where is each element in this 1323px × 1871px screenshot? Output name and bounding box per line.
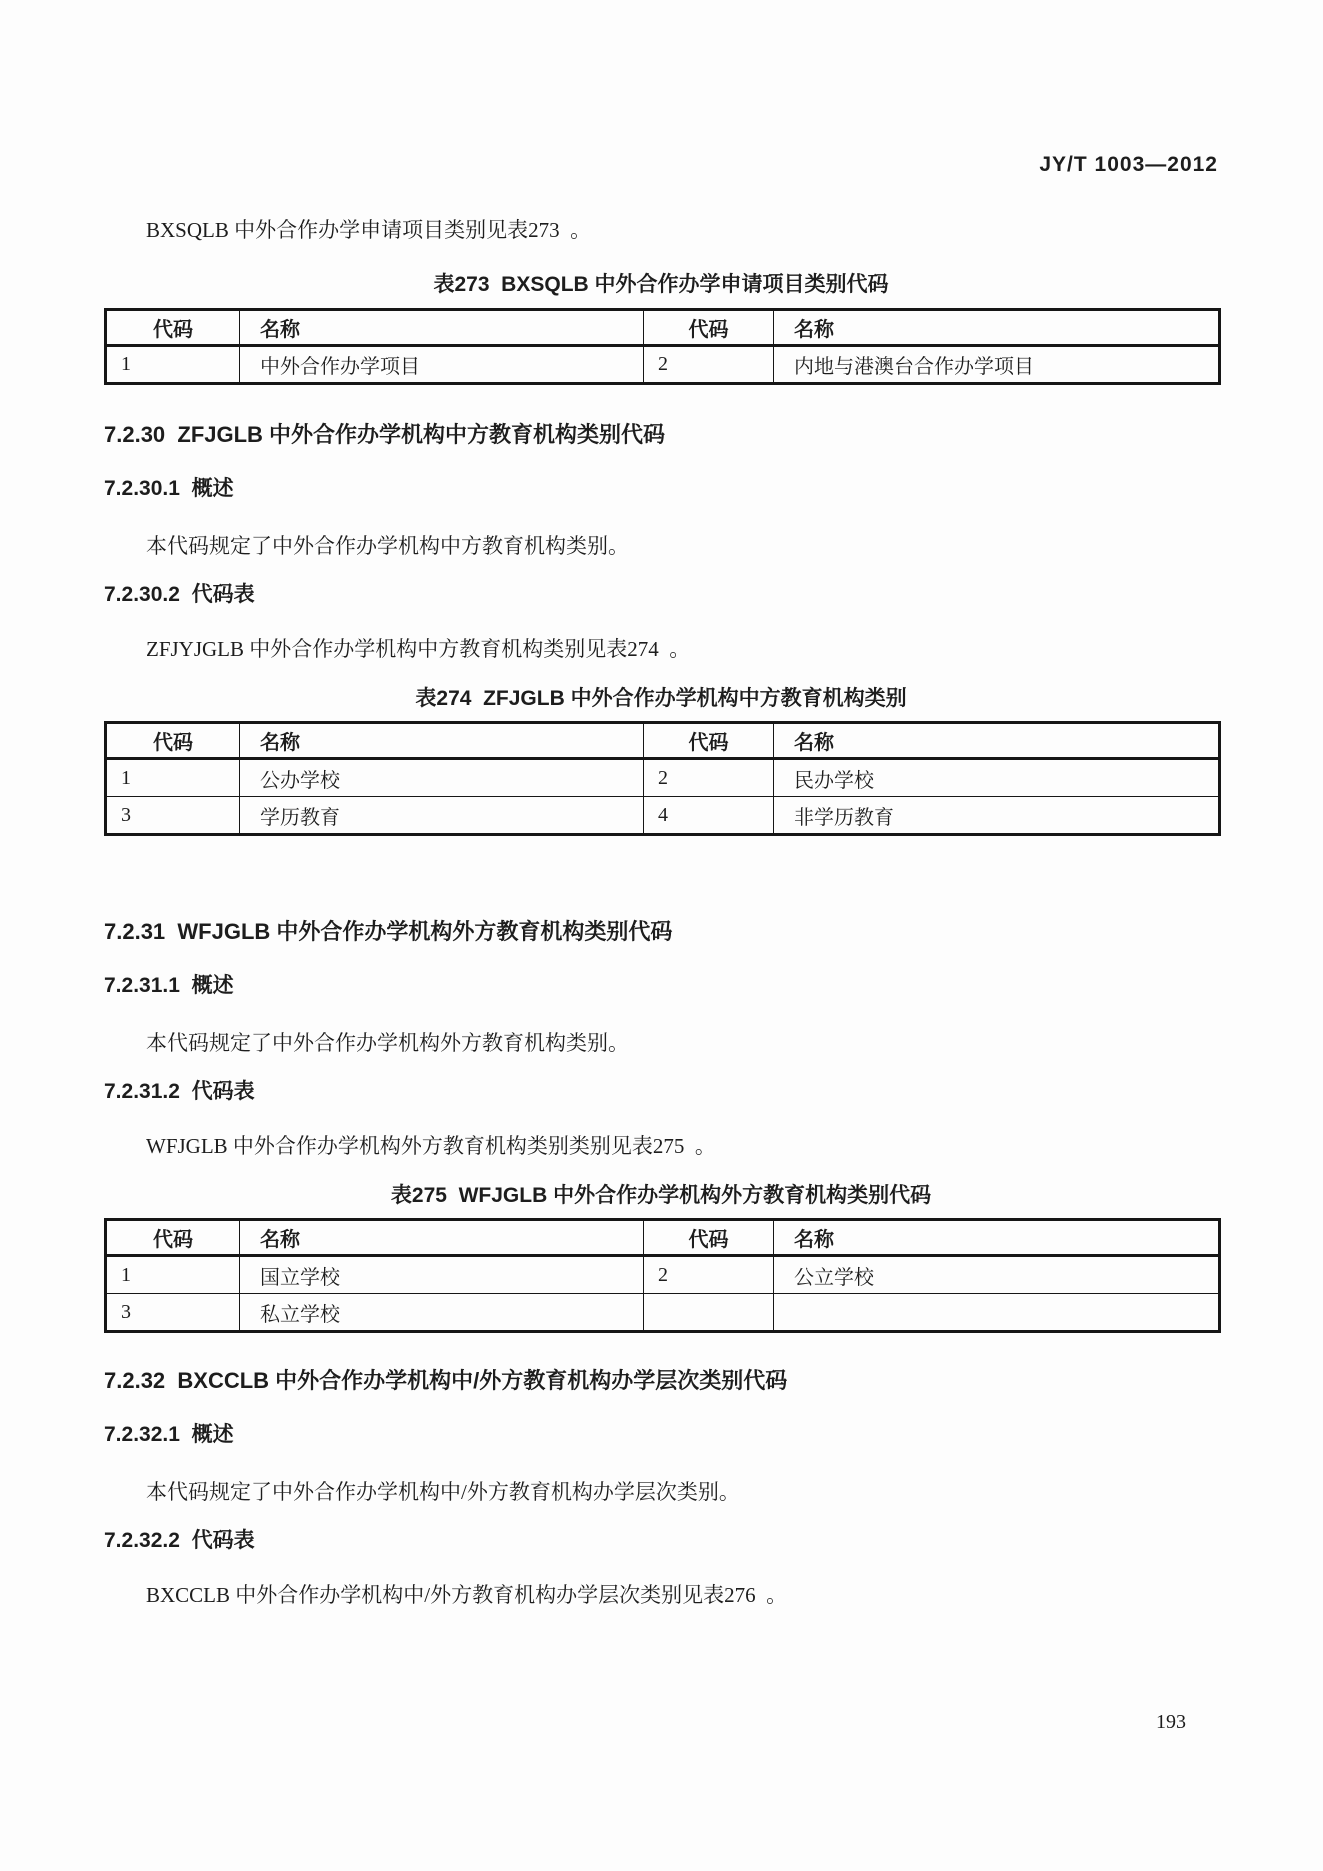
- table-row: [106, 759, 1220, 797]
- section-heading-7-2-32-2: 7.2.32.2 代码表: [104, 1529, 255, 1552]
- table-row: [106, 346, 1220, 384]
- paragraph-overview-7-2-31: 本代码规定了中外合作办学机构外方教育机构类别。: [146, 1031, 629, 1055]
- section-heading-7-2-30-2: 7.2.30.2 代码表: [104, 583, 255, 606]
- column-header-name: 名称: [240, 310, 644, 346]
- table-row: [106, 797, 1220, 835]
- column-header-name: 名称: [774, 310, 1220, 346]
- column-header-code: 代码: [106, 723, 240, 759]
- table-cell-code: 2: [644, 1256, 774, 1294]
- table-header-row: [106, 1220, 1220, 1256]
- table-cell-code: 1: [106, 346, 240, 384]
- table-row: [106, 1294, 1220, 1332]
- table274-title: 表274 ZFJGLB 中外合作办学机构中方教育机构类别: [415, 687, 907, 710]
- table-cell-name: 内地与港澳台合作办学项目: [774, 346, 1220, 384]
- table-cell-code: [644, 1294, 774, 1332]
- table273-title: 表273 BXSQLB 中外合作办学申请项目类别代码: [433, 273, 889, 296]
- paragraph-overview-7-2-32: 本代码规定了中外合作办学机构中/外方教育机构办学层次类别。: [146, 1480, 740, 1504]
- table-cell-code: 4: [644, 797, 774, 835]
- table-cell-name: 私立学校: [240, 1294, 644, 1332]
- table-cell-code: 1: [106, 1256, 240, 1294]
- section-heading-7-2-32: 7.2.32 BXCCLB 中外合作办学机构中/外方教育机构办学层次类别代码: [104, 1368, 788, 1393]
- code-table-274: [104, 721, 1221, 836]
- table-cell-code: 3: [106, 1294, 240, 1332]
- paragraph-ref-table276: BXCCLB 中外合作办学机构中/外方教育机构办学层次类别见表276 。: [146, 1583, 788, 1607]
- column-header-code: 代码: [644, 723, 774, 759]
- table-cell-name: [774, 1294, 1220, 1332]
- table-cell-code: 2: [644, 346, 774, 384]
- column-header-code: 代码: [644, 310, 774, 346]
- paragraph-intro-table273: BXSQLB 中外合作办学申请项目类别见表273 。: [146, 218, 592, 242]
- paragraph-ref-table275: WFJGLB 中外合作办学机构外方教育机构类别类别见表275 。: [146, 1134, 716, 1158]
- section-heading-7-2-31-1: 7.2.31.1 概述: [104, 974, 234, 997]
- column-header-name: 名称: [774, 1220, 1220, 1256]
- table-cell-name: 中外合作办学项目: [240, 346, 644, 384]
- table-cell-name: 公立学校: [774, 1256, 1220, 1294]
- table-cell-name: 非学历教育: [774, 797, 1220, 835]
- column-header-name: 名称: [774, 723, 1220, 759]
- column-header-code: 代码: [644, 1220, 774, 1256]
- code-table-275: [104, 1218, 1221, 1333]
- column-header-code: 代码: [106, 310, 240, 346]
- section-heading-7-2-30-1: 7.2.30.1 概述: [104, 477, 234, 500]
- page-number: 193: [1156, 1711, 1186, 1733]
- paragraph-overview-7-2-30: 本代码规定了中外合作办学机构中方教育机构类别。: [146, 534, 629, 558]
- section-heading-7-2-30: 7.2.30 ZFJGLB 中外合作办学机构中方教育机构类别代码: [104, 422, 666, 447]
- table-cell-name: 公办学校: [240, 759, 644, 797]
- table-cell-code: 3: [106, 797, 240, 835]
- column-header-name: 名称: [240, 1220, 644, 1256]
- document-code: JY/T 1003—2012: [1039, 153, 1218, 176]
- section-heading-7-2-32-1: 7.2.32.1 概述: [104, 1423, 234, 1446]
- section-heading-7-2-31: 7.2.31 WFJGLB 中外合作办学机构外方教育机构类别代码: [104, 919, 673, 944]
- section-heading-7-2-31-2: 7.2.31.2 代码表: [104, 1080, 255, 1103]
- table-cell-code: 1: [106, 759, 240, 797]
- paragraph-ref-table274: ZFJYJGLB 中外合作办学机构中方教育机构类别见表274 。: [146, 637, 691, 661]
- table-cell-name: 国立学校: [240, 1256, 644, 1294]
- table-cell-code: 2: [644, 759, 774, 797]
- table-header-row: [106, 723, 1220, 759]
- table-cell-name: 民办学校: [774, 759, 1220, 797]
- column-header-name: 名称: [240, 723, 644, 759]
- table-cell-name: 学历教育: [240, 797, 644, 835]
- column-header-code: 代码: [106, 1220, 240, 1256]
- table-row: [106, 1256, 1220, 1294]
- code-table-273: [104, 308, 1221, 385]
- table-header-row: [106, 310, 1220, 346]
- table275-title: 表275 WFJGLB 中外合作办学机构外方教育机构类别代码: [390, 1184, 932, 1207]
